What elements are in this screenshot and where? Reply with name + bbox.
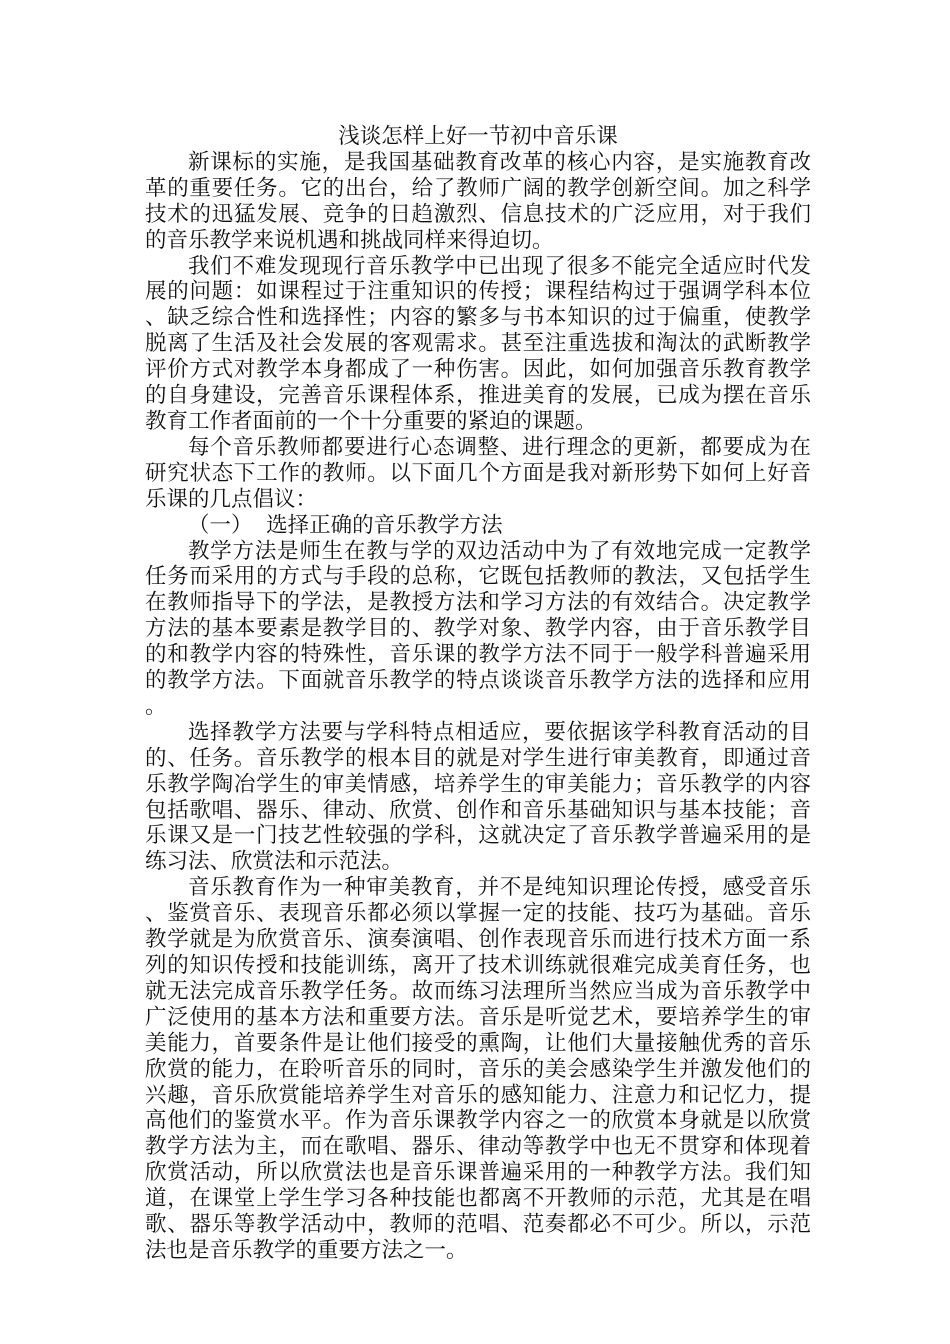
paragraph-practice-appreciation-demonstration: 音乐教育作为一种审美教育，并不是纯知识理论传授，感受音乐、鉴赏音乐、表现音乐都必须以掌握一定的技能、技巧为基础。音乐教学就是为欣赏音乐、演奏演唱、创作表现音乐而进行技术方面一系列的知识传授和技能训练，离开了技术训练就很难完成美育任务，也就无法完成音乐教学任务。故而练习法理所当然应当成为音乐教学中广泛使用的基本方法和重要方法。音乐是听觉艺术，要培养学生的审美能力，首要条件是让他们接受的熏陶，让他们大量接触优秀的音乐欣赏的能力，在聆听音乐的同时，音乐的美会感染学生并激发他们的兴趣，音乐欣赏能培养学生对音乐的感知能力、注意力和记忆力，提高他们的鉴赏水平。作为音乐课教学内容之一的欣赏本身就是以欣赏教学方法为主，而在歌唱、器乐、律动等教学中也无不贯穿和体现着欣赏活动，所以欣赏法也是音乐课普遍采用的一种教学方法。我们知道，在课堂上学生学习各种技能也都离不开教师的示范，尤其是在唱歌、器乐等教学活动中，教师的范唱、范奏都必不可少。所以，示范法也是音乐教学的重要方法之一。 [145,875,811,1263]
paragraph-teacher-attitude: 每个音乐教师都要进行心态调整、进行理念的更新，都要成为在研究状态下工作的教师。以下面几个方面是我对新形势下如何上好音乐课的几点倡议： [145,434,811,512]
paragraph-method-selection: 选择教学方法要与学科特点相适应，要依据该学科教育活动的目的、任务。音乐教学的根本目的就是对学生进行审美教育，即通过音乐教学陶冶学生的审美情感，培养学生的审美能力；音乐教学的内容包括歌唱、器乐、律动、欣赏、创作和音乐基础知识与基本技能；音乐课又是一门技艺性较强的学科，这就决定了音乐教学普遍采用的是练习法、欣赏法和示范法。 [145,719,811,875]
paragraph-method-definition: 教学方法是师生在教与学的双边活动中为了有效地完成一定教学任务而采用的方式与手段的总称，它既包括教师的教法，又包括学生在教师指导下的学法，是教授方法和学习方法的有效结合。决定教学方法的基本要素是教学目的、教学对象、教学内容，由于音乐教学目的和教学内容的特殊性，音乐课的教学方法不同于一般学科普遍采用的教学方法。下面就音乐教学的特点谈谈音乐教学方法的选择和应用。 [145,538,811,719]
document-title: 浅谈怎样上好一节初中音乐课 [338,124,618,149]
section-heading-teaching-methods: （一） 选择正确的音乐教学方法 [188,512,503,538]
paragraph-current-problems: 我们不难发现现行音乐教学中已出现了很多不能完全适应时代发展的问题：如课程过于注重知识的传授；课程结构过于强调学科本位、缺乏综合性和选择性；内容的繁多与书本知识的过于偏重，使教学脱离了生活及社会发展的客观需求。甚至注重选拔和淘汰的武断教学评价方式对教学本身都成了一种伤害。因此，如何加强音乐教育教学的自身建设，完善音乐课程体系，推进美育的发展，已成为摆在音乐教育工作者面前的一个十分重要的紧迫的课题。 [145,253,811,434]
document-page [145,124,811,1264]
paragraph-curriculum-reform: 新课标的实施，是我国基础教育改革的核心内容，是实施教育改革的重要任务。它的出台，给了教师广阔的教学创新空间。加之科学技术的迅猛发展、竞争的日趋激烈、信息技术的广泛应用，对于我们的音乐教学来说机遇和挑战同样来得迫切。 [145,149,811,253]
